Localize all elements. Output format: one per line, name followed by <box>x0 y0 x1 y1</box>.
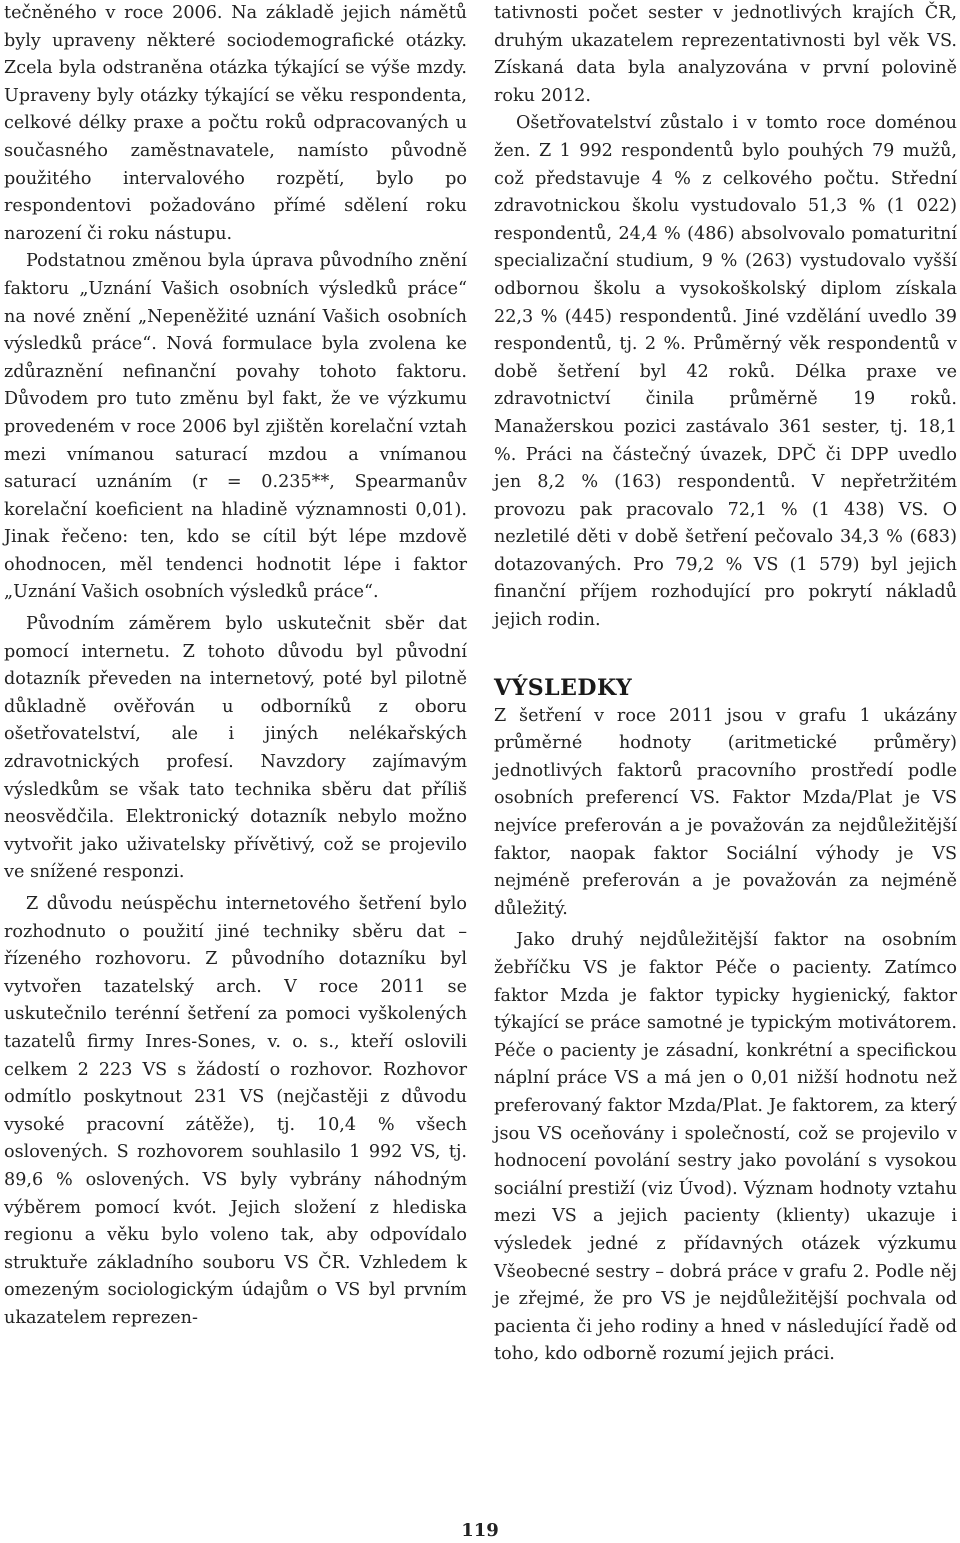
paragraph-continued: tečněného v roce 2006. Na základě jejich námětů byly upraveny některé sociodemografické otázky. Zcela byla odstraněna otázka týkající se výše mzdy. Upraveny byly otázky týkající se věku respondenta, celkové délky praxe a počtu roků odpracovaných u současného zaměstnavatele, namísto původně použitého intervalového rozpětí, bylo po respondentovi požadováno přímé sdělení roku narození či roku nástupu. <box>4 3 467 244</box>
paragraph-results-intro: Z šetření v roce 2011 jsou v grafu 1 ukázány průměrné hodnoty (aritmetické průměry) jednotlivých faktorů pracovního prostředí podle osobních preferencí VS. Faktor Mzda/Plat je VS nejvíce preferován a je považován za nejdůležitější faktor, naopak faktor Sociální výhody je VS nejméně preferován a je považován za nejméně důležitý. <box>494 705 957 919</box>
paragraph-respondent-profile: Ošetřovatelství zůstalo i v tomto roce doménou žen. Z 1 992 respondentů bylo pouhých 79 mužů, což představuje 4 % z celkového počtu. Střední zdravotnickou školu vystudovalo 51,3 % (1 022) respondentů, 24,4 % (486) absolvovalo pomaturitní specializační studium, 9 % (263) vystudovalo vyšší odbornou školu a vysokoškolský diplom získala 22,3 % (445) respondentů. Jiné vzdělání uvedlo 39 respondentů, tj. 2 %. Průměrný věk respondentů v době šetření byl 42 roků. Délka praxe ve zdravotnictví činila průměrně 19 roků. Manažerskou pozici zastávalo 361 sester, tj. 18,1 %. Práci na částečný úvazek, DPČ či DPP uvedlo jen 8,2 % (163) respondentů. V nepřetržitém provozu pak pracovalo 72,1 % (1 438) VS. O nezletilé děti v době šetření pečovalo 34,3 % (683) dotazovaných. Pro 79,2 % VS (1 579) byl jejich finanční příjem rozhodující pro pokrytí nákladů jejich rodin. <box>494 113 957 631</box>
paragraph-interview-method: Z důvodu neúspěchu internetového šetření bylo rozhodnuto o použití jiné techniky sběru dat – řízeného rozhovoru. Z původního dotazníku byl vytvořen tazatelský arch. V roce 2011 se uskutečnilo terénní šetření za pomoci vyškolených tazatelů firmy Inres-Sones, v. o. s., kteří oslovili celkem 2 223 VS s žádostí o rozhovor. Rozhovor odmítlo poskytnout 231 VS (nejčastěji z důvodu vysoké pracovní zátěže), tj. 10,4 % všech oslovených. S rozhovorem souhlasilo 1 992 VS, tj. 89,6 % oslovených. VS byly vybrány náhodným výběrem pomocí kvót. Jejich složení z hlediska regionu a věku bylo voleno tak, aby odpovídalo struktuře základního souboru VS ČR. Vzhledem k omezeným sociologickým údajům o VS byl prvním ukazatelem reprezen- <box>4 894 467 1328</box>
section-heading-results: VÝSLEDKY <box>494 674 633 701</box>
left-column <box>4 0 467 1333</box>
page-number: 119 <box>461 1520 499 1541</box>
paragraph-representativeness: tativnosti počet sester v jednotlivých krajích ČR, druhým ukazatelem reprezentativnosti byl věk VS. Získaná data byla analyzována v první polovině roku 2012. <box>494 3 957 106</box>
paragraph-internet-collection: Původním záměrem bylo uskutečnit sběr dat pomocí internetu. Z tohoto důvodu byl původní dotazník převeden na internetový, poté byl pilotně důkladně ověřován u odborníků z oboru ošetřovatelství, ale i jiných nelékařských zdravotnických profesí. Navzdory zajímavým výsledkům se však tato technika sběru dat příliš neosvědčila. Elektronický dotazník nebylo možno vytvořit jako uživatelsky přívětivý, což se projevilo ve snížené responzi. <box>4 614 467 883</box>
right-column <box>494 0 957 1369</box>
paragraph-results-patient-care: Jako druhý nejdůležitější faktor na osobním žebříčku VS je faktor Péče o pacienty. Zatímco faktor Mzda je faktor typicky hygienický, faktor týkající se práce samotné je typickým motivátorem. Péče o pacienty je zásadní, konkrétní a specifickou náplní práce VS a má jen o 0,01 nižší hodnotu než preferovaný faktor Mzda/Plat. Je faktorem, za který jsou VS oceňovány i společností, což se projevilo v hodnocení povolání sestry jako povolání s vysokou sociální prestiží (viz Úvod). Význam hodnoty vztahu mezi VS a jejich pacienty (klienty) ukazuje i výsledek jedné z přídavných otázek výzkumu Všeobecné sestry – dobrá práce v grafu 2. Podle něj je zřejmé, že pro VS je nejdůležitější pochvala od pacienta či jeho rodiny a hned v následující řadě od toho, kdo odborně rozumí jejich práci. <box>494 930 957 1365</box>
paragraph-factor-change: Podstatnou změnou byla úprava původního znění faktoru „Uznání Vašich osobních výsledků práce“ na nové znění „Nepeněžité uznání Vašich osobních výsledků práce“. Nová formulace byla zvolena ke zdůraznění nefinanční povahy tohoto faktoru. Důvodem pro tuto změnu byl fakt, že ve výzkumu provedeném v roce 2006 byl zjištěn korelační vztah mezi vnímanou saturací mzdou a vnímanou saturací uznáním (r = 0.235**, Spearmanův korelační koeficient na hladině významnosti 0,01). Jinak řečeno: ten, kdo se cítil být lépe mzdově ohodnocen, měl tendenci hodnotit lépe i faktor „Uznání Vašich osobních výsledků práce“. <box>4 251 467 603</box>
